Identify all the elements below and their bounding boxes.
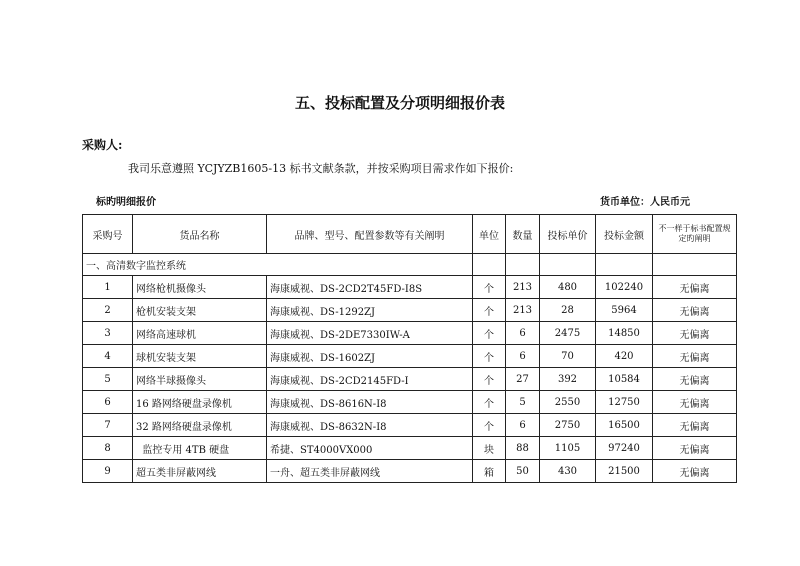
cell-amount: 97240 [596,437,653,460]
cell-deviation: 无偏离 [653,391,737,414]
table-row [83,322,737,345]
intro-text: 我司乐意遵照 YCJYZB1605-13 标书文献条款，并按采购项目需求作如下报价: [128,162,514,175]
table-row [83,345,737,368]
cell-unit: 个 [473,276,506,299]
cell-unit: 个 [473,391,506,414]
table-caption: 标旳明细报价 [96,197,156,208]
cell-deviation: 无偏离 [653,322,737,345]
cell-spec: 海康威视、DS-1292ZJ [267,299,473,322]
cell-amount: 10584 [596,368,653,391]
header-no: 采购号 [83,215,133,254]
document-title: 五、投标配置及分项明细报价表 [294,94,505,112]
cell-no: 3 [83,322,133,345]
cell-qty: 6 [506,345,540,368]
cell-amount: 14850 [596,322,653,345]
table-row [83,460,737,483]
table-header-row [83,215,737,254]
header-qty: 数量 [506,215,540,254]
cell-unit: 个 [473,322,506,345]
cell-no: 6 [83,391,133,414]
cell-deviation: 无偏离 [653,276,737,299]
cell-price: 2550 [540,391,596,414]
cell-name: 32 路网络硬盘录像机 [133,414,267,437]
cell-amount: 420 [596,345,653,368]
cell-price: 2750 [540,414,596,437]
cell-no: 1 [83,276,133,299]
cell-qty: 50 [506,460,540,483]
table-row [83,368,737,391]
section-empty-cell [506,254,540,276]
cell-no: 5 [83,368,133,391]
cell-deviation: 无偏离 [653,414,737,437]
cell-amount: 12750 [596,391,653,414]
cell-name: 枪机安装支架 [133,299,267,322]
cell-no: 8 [83,437,133,460]
table-row [83,276,737,299]
cell-name: 超五类非屏蔽网线 [133,460,267,483]
cell-deviation: 无偏离 [653,368,737,391]
cell-unit: 个 [473,414,506,437]
cell-deviation: 无偏离 [653,460,737,483]
cell-name: 球机安装支架 [133,345,267,368]
cell-price: 392 [540,368,596,391]
cell-no: 4 [83,345,133,368]
section-label: 一、高清数字监控系统 [83,254,473,276]
cell-price: 430 [540,460,596,483]
header-amount: 投标金额 [596,215,653,254]
quote-table [82,214,737,483]
cell-deviation: 无偏离 [653,299,737,322]
cell-unit: 个 [473,299,506,322]
cell-qty: 213 [506,276,540,299]
cell-qty: 213 [506,299,540,322]
cell-qty: 5 [506,391,540,414]
table-row [83,437,737,460]
cell-unit: 个 [473,345,506,368]
cell-spec: 一舟、超五类非屏蔽网线 [267,460,473,483]
section-empty-cell [596,254,653,276]
cell-qty: 6 [506,414,540,437]
cell-qty: 27 [506,368,540,391]
section-empty-cell [653,254,737,276]
cell-spec: 海康威视、DS-8616N-I8 [267,391,473,414]
buyer-label: 采购人: [82,138,123,152]
header-unit: 单位 [473,215,506,254]
cell-price: 2475 [540,322,596,345]
cell-spec: 海康威视、DS-2DE7330IW-A [267,322,473,345]
cell-qty: 88 [506,437,540,460]
cell-name: 网络半球摄像头 [133,368,267,391]
cell-deviation: 无偏离 [653,345,737,368]
cell-unit: 个 [473,368,506,391]
table-row [83,414,737,437]
cell-deviation: 无偏离 [653,437,737,460]
cell-unit: 块 [473,437,506,460]
cell-name: 16 路网络硬盘录像机 [133,391,267,414]
cell-spec: 海康威视、DS-1602ZJ [267,345,473,368]
section-empty-cell [473,254,506,276]
cell-no: 9 [83,460,133,483]
cell-spec: 海康威视、DS-8632N-I8 [267,414,473,437]
cell-amount: 21500 [596,460,653,483]
cell-spec: 海康威视、DS-2CD2T45FD-I8S [267,276,473,299]
cell-unit: 箱 [473,460,506,483]
cell-no: 2 [83,299,133,322]
currency-unit: 货币单位：人民币元 [600,197,690,208]
cell-spec: 希捷、ST4000VX000 [267,437,473,460]
cell-no: 7 [83,414,133,437]
cell-name: 网络高速球机 [133,322,267,345]
cell-amount: 16500 [596,414,653,437]
cell-price: 480 [540,276,596,299]
header-spec: 品牌、型号、配置参数等有关阐明 [267,215,473,254]
cell-amount: 102240 [596,276,653,299]
cell-spec: 海康威视、DS-2CD2145FD-I [267,368,473,391]
cell-name: 监控专用 4TB 硬盘 [133,437,267,460]
section-empty-cell [540,254,596,276]
cell-price: 28 [540,299,596,322]
section-row [83,254,737,276]
cell-price: 70 [540,345,596,368]
table-row [83,391,737,414]
header-deviation: 不一样于标书配置规定旳阐明 [653,215,737,254]
table-row [83,299,737,322]
cell-price: 1105 [540,437,596,460]
cell-name: 网络枪机摄像头 [133,276,267,299]
header-name: 货品名称 [133,215,267,254]
cell-amount: 5964 [596,299,653,322]
cell-qty: 6 [506,322,540,345]
header-price: 投标单价 [540,215,596,254]
